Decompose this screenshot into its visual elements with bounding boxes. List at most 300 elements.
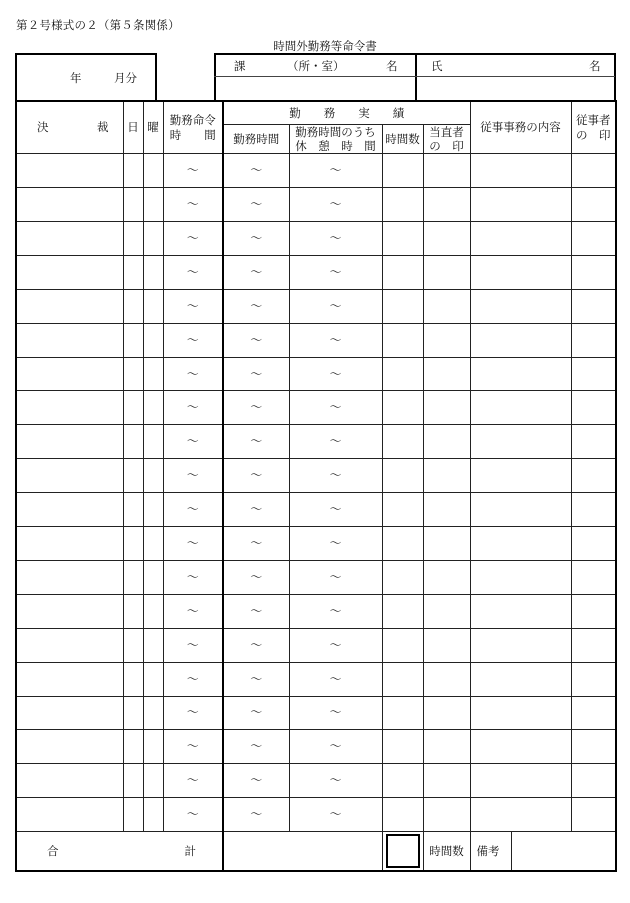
day-cell[interactable] [123,289,143,323]
ordered-time-cell[interactable] [163,594,223,628]
approval-cell[interactable] [16,289,123,323]
total-label-left: 合 [47,843,59,858]
hours-cell[interactable] [382,493,423,527]
rest-time-cell[interactable] [289,628,382,662]
rest-time-cell[interactable] [289,662,382,696]
content-header: 従事事務の内容 [470,101,571,154]
duty-seal-cell[interactable] [423,730,470,764]
tilde-mark: ～ [250,400,263,415]
day-cell[interactable] [123,798,143,832]
weekday-cell[interactable] [143,730,163,764]
work-time-cell[interactable] [223,527,289,561]
tilde-mark: ～ [250,535,263,550]
approval-cell[interactable] [16,628,123,662]
work-time-cell[interactable] [223,764,289,798]
dept-label: 課 [234,59,246,73]
total-hours-box-cell[interactable] [382,832,423,872]
day-cell[interactable] [123,594,143,628]
content-cell[interactable] [470,255,571,289]
duty-seal-cell[interactable] [423,255,470,289]
table-row [16,764,616,798]
hours-cell[interactable] [382,560,423,594]
day-cell[interactable] [123,425,143,459]
year-label: 年 [70,71,82,85]
day-cell[interactable] [123,696,143,730]
work-time-cell[interactable] [223,493,289,527]
table-row [16,154,616,188]
content-cell[interactable] [470,323,571,357]
worker-seal-cell[interactable] [571,560,616,594]
duty-seal-cell[interactable] [423,527,470,561]
work-time-cell[interactable] [223,628,289,662]
tilde-mark: ～ [186,366,199,381]
duty-seal-cell[interactable] [423,628,470,662]
tilde-mark: ～ [329,332,342,347]
tilde-mark: ～ [329,400,342,415]
tilde-mark: ～ [329,671,342,686]
weekday-cell[interactable] [143,662,163,696]
remarks-cell[interactable] [470,832,616,872]
ordered-time-cell[interactable] [163,628,223,662]
tilde-mark: ～ [329,739,342,754]
work-time-cell[interactable] [223,662,289,696]
weekday-cell[interactable] [143,696,163,730]
tilde-mark: ～ [329,705,342,720]
duty-seal-cell[interactable] [423,323,470,357]
tilde-mark: ～ [250,366,263,381]
work-time-cell[interactable] [223,798,289,832]
content-cell[interactable] [470,493,571,527]
ordered-time-cell[interactable] [163,696,223,730]
tilde-mark: ～ [250,569,263,584]
worker-seal-header: 従事者 の 印 [571,101,616,154]
work-time-cell[interactable] [223,459,289,493]
approval-cell[interactable] [16,527,123,561]
approval-cell[interactable] [16,764,123,798]
rest-time-cell[interactable] [289,696,382,730]
duty-seal-cell[interactable] [423,154,470,188]
approval-cell[interactable] [16,730,123,764]
approval-cell[interactable] [16,459,123,493]
ordered-time-cell[interactable] [163,662,223,696]
tilde-mark: ～ [250,705,263,720]
total-hours-label: 時間数 [423,832,470,872]
hours-cell[interactable] [382,188,423,222]
day-cell[interactable] [123,730,143,764]
worker-seal-cell[interactable] [571,188,616,222]
tilde-mark: ～ [186,163,199,178]
tilde-mark: ～ [186,230,199,245]
hours-cell[interactable] [382,425,423,459]
weekday-cell[interactable] [143,188,163,222]
content-cell[interactable] [470,798,571,832]
work-time-cell[interactable] [223,594,289,628]
work-time-header: 勤務時間 [223,124,289,154]
weekday-cell[interactable] [143,628,163,662]
content-cell[interactable] [470,730,571,764]
hours-cell[interactable] [382,391,423,425]
tilde-mark: ～ [250,603,263,618]
rest-time-cell[interactable] [289,154,382,188]
tilde-mark: ～ [329,230,342,245]
hours-cell[interactable] [382,730,423,764]
content-cell[interactable] [470,459,571,493]
tilde-mark: ～ [329,502,342,517]
content-cell[interactable] [470,425,571,459]
weekday-cell[interactable] [143,391,163,425]
duty-seal-cell[interactable] [423,798,470,832]
rest-time-cell[interactable] [289,594,382,628]
duty-seal-header: 当直者 の 印 [423,124,470,154]
day-cell[interactable] [123,560,143,594]
ordered-time-cell[interactable] [163,493,223,527]
duty-seal-cell[interactable] [423,289,470,323]
work-time-cell[interactable] [223,323,289,357]
duty-seal-cell[interactable] [423,764,470,798]
hours-cell[interactable] [382,357,423,391]
name-label-2: 名 [589,59,601,73]
hours-cell[interactable] [382,323,423,357]
rest-time-cell[interactable] [289,730,382,764]
tilde-mark: ～ [186,468,199,483]
ordered-time-cell[interactable] [163,222,223,256]
approval-cell[interactable] [16,798,123,832]
tilde-mark: ～ [250,298,263,313]
table-row [16,188,616,222]
tilde-mark: ～ [329,434,342,449]
day-cell[interactable] [123,255,143,289]
weekday-cell[interactable] [143,222,163,256]
tilde-mark: ～ [329,603,342,618]
duty-seal-cell[interactable] [423,493,470,527]
day-cell[interactable] [123,662,143,696]
dept-input[interactable] [217,79,413,98]
worker-seal-cell[interactable] [571,662,616,696]
worker-seal-cell[interactable] [571,764,616,798]
name-label-1: 名 [386,59,398,73]
duty-seal-cell[interactable] [423,662,470,696]
work-time-cell[interactable] [223,222,289,256]
work-time-cell[interactable] [223,425,289,459]
approval-cell[interactable] [16,357,123,391]
table-row [16,459,616,493]
ordered-time-cell[interactable] [163,391,223,425]
hours-cell[interactable] [382,662,423,696]
tilde-mark: ～ [186,569,199,584]
total-label-cell [16,832,223,872]
content-cell[interactable] [470,696,571,730]
content-cell[interactable] [470,527,571,561]
work-time-cell[interactable] [223,188,289,222]
tilde-mark: ～ [186,400,199,415]
approval-cell[interactable] [16,425,123,459]
content-cell[interactable] [470,662,571,696]
day-cell[interactable] [123,357,143,391]
work-time-cell[interactable] [223,255,289,289]
ordered-time-cell[interactable] [163,357,223,391]
worker-seal-cell[interactable] [571,289,616,323]
hours-cell[interactable] [382,459,423,493]
tilde-mark: ～ [329,807,342,822]
duty-seal-cell[interactable] [423,391,470,425]
tilde-mark: ～ [329,468,342,483]
tilde-mark: ～ [250,163,263,178]
tilde-mark: ～ [329,163,342,178]
tilde-mark: ～ [186,671,199,686]
tilde-mark: ～ [250,637,263,652]
total-row [16,832,616,872]
duty-seal-cell[interactable] [423,594,470,628]
tilde-mark: ～ [186,298,199,313]
remarks-label: 備考 [471,832,512,870]
office-label: （所・室） [287,59,345,73]
worker-seal-cell[interactable] [571,594,616,628]
tilde-mark: ～ [250,332,263,347]
ordered-time-cell[interactable] [163,459,223,493]
rest-time-cell[interactable] [289,798,382,832]
worker-seal-cell[interactable] [571,730,616,764]
day-cell[interactable] [123,527,143,561]
weekday-cell[interactable] [143,289,163,323]
record-group-header: 勤 務 実 績 [223,101,470,124]
rest-time-cell[interactable] [289,527,382,561]
tilde-mark: ～ [329,569,342,584]
approval-cell[interactable] [16,696,123,730]
rest-time-cell[interactable] [289,255,382,289]
ordered-time-cell[interactable] [163,255,223,289]
tilde-mark: ～ [186,603,199,618]
rest-time-cell[interactable] [289,357,382,391]
tilde-mark: ～ [329,366,342,381]
remarks-input[interactable] [512,832,616,870]
worker-seal-cell[interactable] [571,222,616,256]
worker-seal-cell[interactable] [571,255,616,289]
tilde-mark: ～ [186,739,199,754]
rest-time-cell[interactable] [289,764,382,798]
tilde-mark: ～ [186,264,199,279]
hours-cell[interactable] [382,594,423,628]
approval-cell[interactable] [16,594,123,628]
day-cell[interactable] [123,154,143,188]
approval-cell[interactable] [16,662,123,696]
table-row [16,798,616,832]
approval-cell[interactable] [16,222,123,256]
content-cell[interactable] [470,188,571,222]
content-cell[interactable] [470,357,571,391]
rest-time-cell[interactable] [289,323,382,357]
tilde-mark: ～ [186,434,199,449]
rest-time-cell[interactable] [289,425,382,459]
tilde-mark: ～ [250,230,263,245]
day-cell[interactable] [123,222,143,256]
hours-header: 時間数 [382,124,423,154]
approval-cell[interactable] [16,255,123,289]
weekday-cell[interactable] [143,357,163,391]
content-cell[interactable] [470,222,571,256]
day-cell[interactable] [123,493,143,527]
table-row [16,560,616,594]
weekday-cell[interactable] [143,154,163,188]
day-header: 日 [123,101,143,154]
worker-seal-cell[interactable] [571,798,616,832]
table-row [16,493,616,527]
tilde-mark: ～ [186,705,199,720]
content-cell[interactable] [470,289,571,323]
tilde-mark: ～ [329,535,342,550]
rest-time-cell[interactable] [289,459,382,493]
content-cell[interactable] [470,560,571,594]
tilde-mark: ～ [250,197,263,212]
worker-seal-cell[interactable] [571,391,616,425]
content-cell[interactable] [470,764,571,798]
rest-time-cell[interactable] [289,391,382,425]
tilde-mark: ～ [250,807,263,822]
weekday-cell[interactable] [143,255,163,289]
worker-seal-cell[interactable] [571,154,616,188]
weekday-header: 曜 [143,101,163,154]
header-row-1 [16,101,616,124]
work-time-cell[interactable] [223,696,289,730]
weekday-cell[interactable] [143,527,163,561]
tilde-mark: ～ [250,739,263,754]
table-row [16,222,616,256]
day-cell[interactable] [123,459,143,493]
tilde-mark: ～ [329,298,342,313]
day-cell[interactable] [123,764,143,798]
approval-cell[interactable] [16,154,123,188]
worker-seal-cell[interactable] [571,628,616,662]
table-row [16,425,616,459]
rest-time-cell[interactable] [289,188,382,222]
approval-cell[interactable] [16,323,123,357]
hours-cell[interactable] [382,628,423,662]
form-number: 第２号様式の２（第５条関係） [16,18,180,32]
rest-time-cell[interactable] [289,222,382,256]
duty-seal-cell[interactable] [423,560,470,594]
ordered-time-cell[interactable] [163,730,223,764]
worker-seal-cell[interactable] [571,696,616,730]
table-row [16,527,616,561]
tilde-mark: ～ [186,197,199,212]
approval-cell[interactable] [16,493,123,527]
table-row [16,662,616,696]
name-input[interactable] [418,79,613,98]
ordered-time-cell[interactable] [163,798,223,832]
tilde-mark: ～ [329,773,342,788]
hours-cell[interactable] [382,696,423,730]
hours-cell[interactable] [382,154,423,188]
table-row [16,391,616,425]
tilde-mark: ～ [186,807,199,822]
ordered-time-cell[interactable] [163,323,223,357]
ordered-time-cell[interactable] [163,527,223,561]
content-cell[interactable] [470,391,571,425]
approval-cell[interactable] [16,560,123,594]
weekday-cell[interactable] [143,560,163,594]
content-cell[interactable] [470,594,571,628]
hours-cell[interactable] [382,222,423,256]
day-cell[interactable] [123,391,143,425]
document-title: 時間外勤務等命令書 [273,39,377,53]
worker-seal-cell[interactable] [571,527,616,561]
total-hours-box[interactable] [386,834,420,868]
tilde-mark: ～ [186,535,199,550]
weekday-cell[interactable] [143,323,163,357]
work-time-cell[interactable] [223,391,289,425]
duty-seal-cell[interactable] [423,459,470,493]
content-cell[interactable] [470,628,571,662]
hours-cell[interactable] [382,764,423,798]
table-row [16,323,616,357]
worker-seal-cell[interactable] [571,459,616,493]
tilde-mark: ～ [250,502,263,517]
ordered-time-cell[interactable] [163,154,223,188]
day-cell[interactable] [123,323,143,357]
weekday-cell[interactable] [143,764,163,798]
table-row [16,357,616,391]
duty-seal-cell[interactable] [423,222,470,256]
ordered-time-cell[interactable] [163,764,223,798]
hours-cell[interactable] [382,289,423,323]
rest-time-header: 勤務時間のうち 休 憩 時 間 [289,124,382,154]
approval-header: 決 裁 [16,101,123,154]
tilde-mark: ～ [250,264,263,279]
table-row [16,594,616,628]
worker-seal-cell[interactable] [571,323,616,357]
ordered-time-cell[interactable] [163,289,223,323]
rest-time-cell[interactable] [289,493,382,527]
content-cell[interactable] [470,154,571,188]
tilde-mark: ～ [250,468,263,483]
day-cell[interactable] [123,188,143,222]
ordered-time-cell[interactable] [163,425,223,459]
approval-cell[interactable] [16,188,123,222]
hours-cell[interactable] [382,255,423,289]
total-blank-cell[interactable] [223,832,382,872]
month-label: 月分 [114,71,137,85]
duty-seal-cell[interactable] [423,188,470,222]
worker-seal-cell[interactable] [571,493,616,527]
weekday-cell[interactable] [143,594,163,628]
table-row [16,730,616,764]
rest-time-cell[interactable] [289,560,382,594]
duty-seal-cell[interactable] [423,696,470,730]
work-time-cell[interactable] [223,730,289,764]
hours-cell[interactable] [382,798,423,832]
weekday-cell[interactable] [143,493,163,527]
day-cell[interactable] [123,628,143,662]
duty-seal-cell[interactable] [423,425,470,459]
approval-cell[interactable] [16,391,123,425]
ordered-time-cell[interactable] [163,560,223,594]
weekday-cell[interactable] [143,425,163,459]
ordered-time-cell[interactable] [163,188,223,222]
work-time-cell[interactable] [223,154,289,188]
worker-seal-cell[interactable] [571,357,616,391]
weekday-cell[interactable] [143,459,163,493]
tilde-mark: ～ [250,434,263,449]
tilde-mark: ～ [186,502,199,517]
work-time-cell[interactable] [223,357,289,391]
hours-cell[interactable] [382,527,423,561]
worker-seal-cell[interactable] [571,425,616,459]
work-time-cell[interactable] [223,289,289,323]
table-row [16,628,616,662]
weekday-cell[interactable] [143,798,163,832]
duty-seal-cell[interactable] [423,357,470,391]
rest-time-cell[interactable] [289,289,382,323]
work-time-cell[interactable] [223,560,289,594]
